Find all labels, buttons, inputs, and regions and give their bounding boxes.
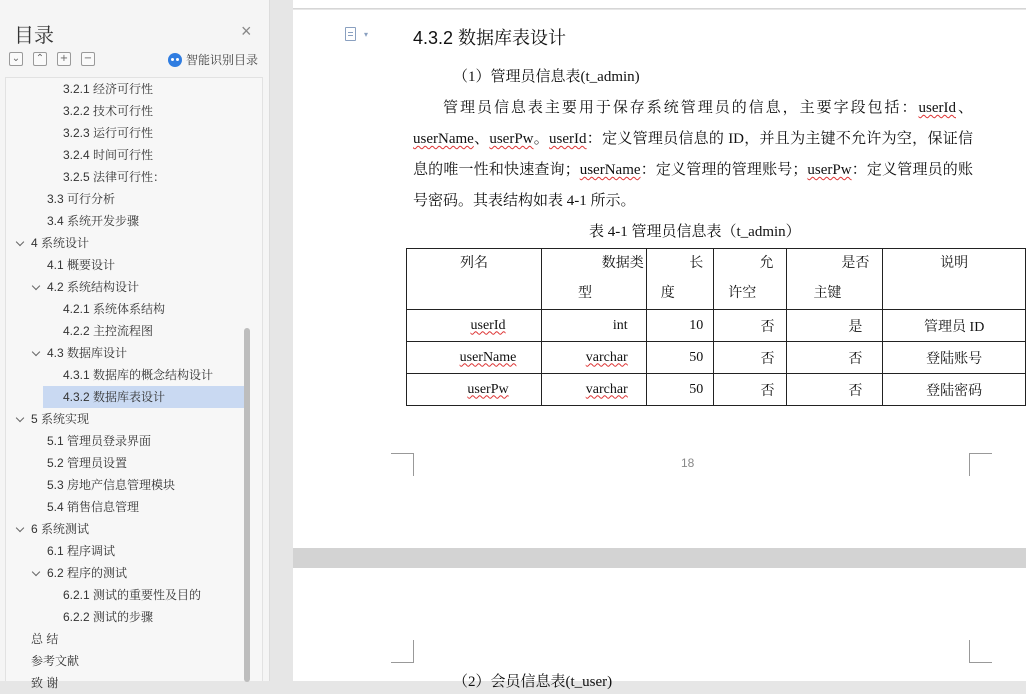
table-cell	[407, 342, 542, 374]
cell-value: int	[612, 317, 628, 333]
table-header-row	[407, 249, 1026, 310]
expand-up-icon[interactable]: ⌃	[33, 52, 47, 66]
paragraph-text: 。	[533, 131, 550, 147]
toc-item-label: 3.2.4 时间可行性	[63, 148, 154, 162]
next-document-page	[293, 568, 1026, 690]
toc-item-label: 5.3 房地产信息管理模块	[47, 478, 176, 492]
margin-corner-bottom-right	[969, 453, 992, 476]
toc-item[interactable]	[6, 100, 246, 122]
header-line: 长	[689, 256, 704, 271]
toc-item[interactable]	[6, 188, 246, 210]
header-line: 是否	[841, 256, 870, 271]
paragraph-text: ：定义管理员信息的 ID，并且为主键不允许为空，保证信息的唯一性和快速查询；	[413, 131, 973, 178]
toc-item[interactable]	[6, 584, 246, 606]
paragraph-text: 、	[473, 131, 490, 147]
table-row	[407, 342, 1026, 374]
admin-table	[406, 248, 1026, 406]
document-area	[270, 0, 1026, 690]
toc-scrollbar[interactable]	[244, 328, 250, 682]
table-row	[407, 310, 1026, 342]
toc-item-label: 6.1 程序调试	[47, 544, 116, 558]
chevron-down-icon[interactable]	[16, 414, 24, 422]
toc-item[interactable]	[6, 122, 246, 144]
paragraph-text: 、	[956, 100, 973, 116]
toc-item-label: 4.3 数据库设计	[47, 346, 128, 360]
previous-page-bottom	[293, 0, 1026, 9]
close-icon[interactable]: ×	[241, 21, 252, 41]
smart-toc-icon	[168, 53, 182, 67]
toc-item[interactable]	[6, 276, 246, 298]
paragraph-text: ：定义管理员的账号密码。其表结构如表 4-1 所示。	[413, 162, 973, 209]
table-cell	[646, 310, 714, 342]
toc-item[interactable]	[6, 78, 246, 100]
table-cell	[714, 342, 787, 374]
cell-value: 否	[760, 383, 775, 399]
section-heading: 4.3.2 数据库表设计	[413, 28, 567, 48]
toc-item-label: 4.2.2 主控流程图	[63, 324, 154, 338]
cell-value: 管理员 ID	[924, 319, 985, 335]
toc-item-label: 5 系统实现	[31, 412, 90, 426]
page-gap	[293, 548, 1026, 568]
header-line: 说明	[940, 256, 969, 271]
document-page	[293, 10, 1026, 548]
toc-item-label: 3.2.5 法律可行性：	[63, 170, 166, 184]
toc-item[interactable]	[6, 496, 246, 518]
toc-item[interactable]	[6, 408, 246, 430]
table-cell	[787, 310, 883, 342]
table-subheading: （1）管理员信息表(t_admin)	[453, 69, 640, 85]
table-header-cell	[714, 249, 787, 310]
table-header-cell	[542, 249, 647, 310]
header-line: 列名	[460, 256, 488, 271]
toc-item-label: 3.2.1 经济可行性	[63, 82, 154, 96]
cell-value: 登陆账号	[926, 351, 983, 367]
toc-list	[6, 78, 246, 694]
chevron-down-icon[interactable]	[16, 238, 24, 246]
toc-item-label: 6.2 程序的测试	[47, 566, 128, 580]
chevron-down-icon[interactable]	[16, 524, 24, 532]
toc-title: 目录	[14, 25, 54, 47]
table-cell	[542, 310, 647, 342]
table-cell	[883, 374, 1026, 406]
toc-item[interactable]	[6, 144, 246, 166]
field-name: userPw	[807, 162, 852, 178]
document-icon[interactable]	[345, 27, 356, 41]
cell-value: 否	[760, 319, 775, 335]
cell-value: 50	[689, 349, 704, 365]
cell-value: userId	[470, 317, 506, 333]
header-line: 许空	[728, 286, 757, 301]
margin-corner-top-right	[969, 640, 992, 663]
smart-toc-button[interactable]	[168, 51, 258, 68]
toc-item[interactable]	[6, 320, 246, 342]
chevron-down-icon[interactable]	[32, 568, 40, 576]
table-header-cell	[787, 249, 883, 310]
smart-toc-label: 智能识别目录	[186, 53, 259, 67]
table-cell	[714, 310, 787, 342]
cell-value: 50	[689, 381, 704, 397]
table-cell	[407, 374, 542, 406]
cell-value: 否	[848, 351, 863, 367]
toc-item-label: 4.1 概要设计	[47, 258, 116, 272]
table-caption: 表 4-1 管理员信息表（t_admin）	[589, 224, 801, 240]
header-line: 度	[660, 286, 675, 301]
toc-item[interactable]	[6, 672, 246, 694]
cell-value: 登陆密码	[926, 383, 983, 399]
toc-item-label: 4.3.2 数据库表设计	[63, 390, 166, 404]
field-name: userId	[549, 131, 587, 147]
table-cell	[646, 374, 714, 406]
next-table-subheading: （2）会员信息表(t_user)	[453, 674, 613, 690]
margin-corner-top-left	[391, 640, 414, 663]
table-cell	[542, 374, 647, 406]
toc-toolbar	[9, 52, 95, 68]
table-cell	[787, 342, 883, 374]
toc-item-label: 4 系统设计	[31, 236, 90, 250]
toc-item-label: 5.4 销售信息管理	[47, 500, 140, 514]
toc-item[interactable]	[6, 518, 246, 540]
header-line: 数据类	[601, 256, 644, 271]
header-line: 主键	[813, 286, 842, 301]
toc-item-label: 4.2.1 系统体系结构	[63, 302, 166, 316]
toc-item[interactable]	[6, 342, 246, 364]
toc-item[interactable]	[6, 298, 246, 320]
field-name: userId	[918, 100, 956, 116]
field-name: userName	[579, 162, 641, 178]
toc-item-label: 6 系统测试	[31, 522, 90, 536]
field-name: userPw	[489, 131, 534, 147]
toc-item[interactable]	[6, 562, 246, 584]
toc-item[interactable]	[6, 364, 246, 386]
cell-value: varchar	[585, 349, 628, 365]
table-cell	[714, 374, 787, 406]
toc-item[interactable]	[43, 386, 246, 408]
toc-item-label: 3.3 可行分析	[47, 192, 116, 206]
table-cell	[787, 374, 883, 406]
header-line: 型	[578, 286, 593, 301]
table-cell	[542, 342, 647, 374]
toc-item[interactable]	[6, 606, 246, 628]
table-cell	[646, 342, 714, 374]
remove-heading-icon[interactable]: −	[81, 52, 95, 66]
table-header-cell	[646, 249, 714, 310]
toc-item-label: 3.2.3 运行可行性	[63, 126, 154, 140]
body-paragraph	[413, 93, 973, 217]
margin-corner-bottom-left	[391, 453, 414, 476]
table-cell	[407, 310, 542, 342]
chevron-down-icon[interactable]	[32, 282, 40, 290]
toc-item-label: 5.2 管理员设置	[47, 456, 128, 470]
toc-item[interactable]	[6, 254, 246, 276]
table-header-cell	[883, 249, 1026, 310]
cell-value: userName	[459, 349, 517, 365]
paragraph-text: ：定义管理的管理账号；	[640, 162, 808, 178]
toc-item-label: 4.2 系统结构设计	[47, 280, 140, 294]
cell-value: userPw	[467, 381, 509, 397]
cell-value: 是	[848, 319, 863, 335]
cell-value: 否	[760, 351, 775, 367]
chevron-down-icon[interactable]: ▾	[364, 30, 369, 39]
table-header-cell	[407, 249, 542, 310]
toc-item-label: 6.2.2 测试的步骤	[63, 610, 154, 624]
toc-item[interactable]	[6, 430, 246, 452]
toc-item-label: 总 结	[31, 632, 59, 646]
toc-item-label: 致 谢	[31, 676, 59, 690]
cell-value: 10	[689, 317, 704, 333]
cell-value: 否	[848, 383, 863, 399]
toc-panel	[5, 77, 263, 690]
table-body	[407, 310, 1026, 406]
table-cell	[883, 310, 1026, 342]
toc-item[interactable]	[6, 540, 246, 562]
toc-item-label: 3.2.2 技术可行性	[63, 104, 154, 118]
paragraph-text: 管理员信息表主要用于保存系统管理员的信息，主要字段包括：	[443, 100, 919, 116]
add-heading-icon[interactable]: +	[57, 52, 71, 66]
header-line: 允	[759, 256, 774, 271]
toc-item[interactable]	[6, 210, 246, 232]
page-number: 18	[681, 456, 695, 470]
toc-item-label: 5.1 管理员登录界面	[47, 434, 152, 448]
field-name: userName	[413, 131, 474, 147]
table-cell	[883, 342, 1026, 374]
toc-item[interactable]	[6, 452, 246, 474]
toc-item-label: 3.4 系统开发步骤	[47, 214, 140, 228]
toc-item[interactable]	[6, 628, 246, 650]
collapse-all-icon[interactable]: ⌄	[9, 52, 23, 66]
toc-item-label: 4.3.1 数据库的概念结构设计	[63, 368, 214, 382]
chevron-down-icon[interactable]	[32, 348, 40, 356]
toc-item[interactable]	[6, 232, 246, 254]
toc-sidebar	[0, 0, 270, 690]
toc-item-label: 6.2.1 测试的重要性及目的	[63, 588, 202, 602]
toc-item[interactable]	[6, 650, 246, 672]
cell-value: varchar	[585, 381, 628, 397]
toc-item[interactable]	[6, 166, 246, 188]
table-row	[407, 374, 1026, 406]
toc-item-label: 参考文献	[31, 654, 80, 668]
toc-item[interactable]	[6, 474, 246, 496]
